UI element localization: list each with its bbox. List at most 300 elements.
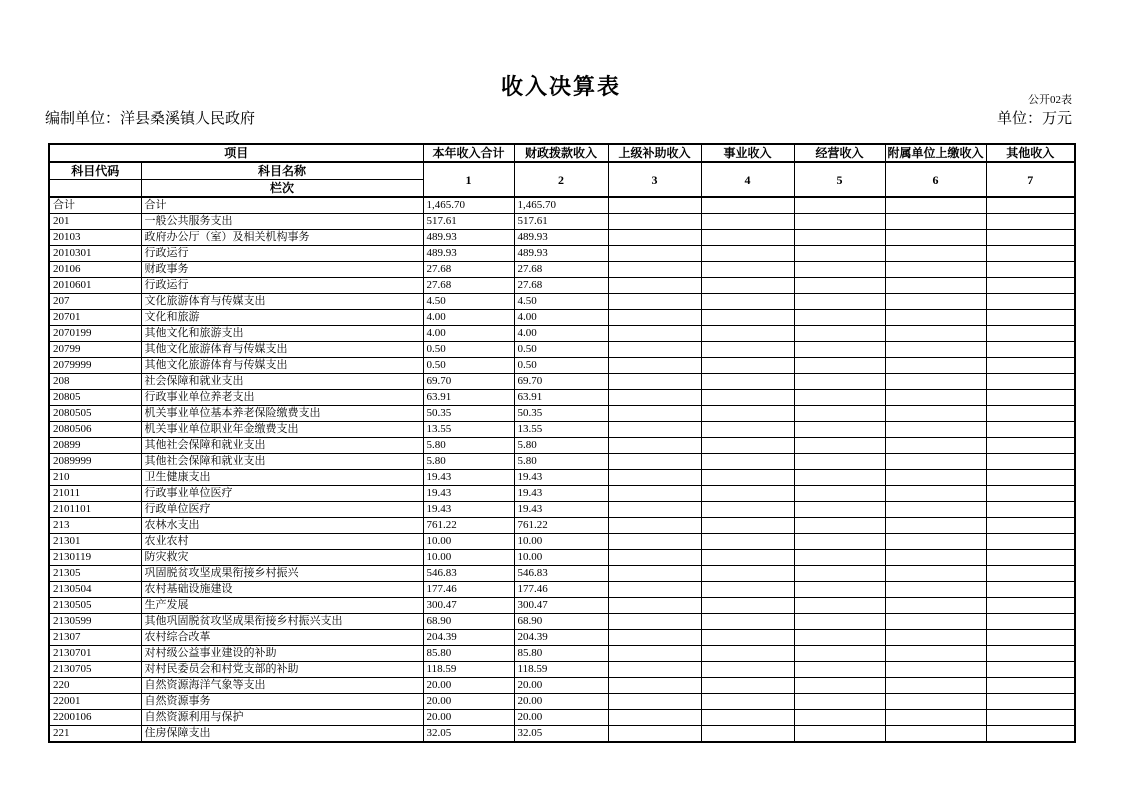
subject-code-cell: 221 [49, 726, 141, 743]
prepared-by-label: 编制单位：洋县桑溪镇人民政府 [45, 111, 256, 127]
value-cell [885, 534, 986, 550]
table-row [49, 614, 1075, 630]
value-cell: 489.93 [423, 230, 514, 246]
value-cell [608, 438, 701, 454]
value-cell [608, 550, 701, 566]
value-cell [794, 310, 885, 326]
value-cell: 20.00 [423, 710, 514, 726]
subject-name-cell: 农林水支出 [141, 518, 423, 534]
subject-code-cell: 20799 [49, 342, 141, 358]
subject-name-cell: 机关事业单位职业年金缴费支出 [141, 422, 423, 438]
subject-code-cell: 2130504 [49, 582, 141, 598]
value-cell [885, 470, 986, 486]
value-cell [701, 262, 794, 278]
table-row [49, 534, 1075, 550]
value-cell [885, 694, 986, 710]
value-cell [986, 678, 1075, 694]
value-cell [794, 406, 885, 422]
value-cell [701, 390, 794, 406]
value-cell [608, 230, 701, 246]
table-code-label: 公开02表 [1028, 94, 1072, 106]
value-cell [608, 502, 701, 518]
value-cell [608, 342, 701, 358]
value-cell [794, 598, 885, 614]
value-cell [794, 710, 885, 726]
subject-name-cell: 卫生健康支出 [141, 470, 423, 486]
value-cell [701, 310, 794, 326]
value-cell [701, 214, 794, 230]
subject-name-cell: 财政事务 [141, 262, 423, 278]
value-cell: 300.47 [423, 598, 514, 614]
header-col-num-5: 5 [794, 162, 885, 197]
value-cell [701, 422, 794, 438]
value-cell: 0.50 [514, 358, 608, 374]
value-cell [885, 438, 986, 454]
value-cell: 20.00 [423, 678, 514, 694]
unit-label: 单位：万元 [996, 111, 1072, 127]
value-cell [986, 662, 1075, 678]
value-cell [608, 598, 701, 614]
value-cell: 546.83 [514, 566, 608, 582]
table-row [49, 374, 1075, 390]
subject-code-cell: 合计 [49, 197, 141, 214]
table-row [49, 438, 1075, 454]
value-cell [701, 294, 794, 310]
value-cell [608, 470, 701, 486]
value-cell [986, 390, 1075, 406]
subject-name-cell: 其他文化和旅游支出 [141, 326, 423, 342]
value-cell [986, 470, 1075, 486]
value-cell [701, 614, 794, 630]
value-cell [885, 406, 986, 422]
value-cell: 5.80 [514, 454, 608, 470]
subject-name-cell: 生产发展 [141, 598, 423, 614]
value-cell [986, 326, 1075, 342]
subject-code-cell: 21301 [49, 534, 141, 550]
value-cell [701, 598, 794, 614]
subject-name-cell: 社会保障和就业支出 [141, 374, 423, 390]
header-col-num-4: 4 [701, 162, 794, 197]
value-cell [701, 582, 794, 598]
subject-name-cell: 行政运行 [141, 278, 423, 294]
table-row [49, 662, 1075, 678]
value-cell [701, 230, 794, 246]
value-cell [794, 518, 885, 534]
subject-code-cell: 2130701 [49, 646, 141, 662]
table-row [49, 326, 1075, 342]
value-cell [701, 358, 794, 374]
value-cell: 50.35 [514, 406, 608, 422]
subject-code-cell: 207 [49, 294, 141, 310]
value-cell [608, 358, 701, 374]
value-cell [885, 422, 986, 438]
value-cell [701, 710, 794, 726]
value-cell: 20.00 [514, 678, 608, 694]
header-subject-name: 科目名称 [141, 162, 423, 180]
value-cell: 118.59 [514, 662, 608, 678]
value-cell: 68.90 [423, 614, 514, 630]
value-cell [608, 406, 701, 422]
value-cell [701, 342, 794, 358]
value-cell [794, 454, 885, 470]
table-row [49, 566, 1075, 582]
value-cell [794, 374, 885, 390]
value-cell [608, 374, 701, 390]
value-cell: 32.05 [423, 726, 514, 743]
subject-name-cell: 防灾救灾 [141, 550, 423, 566]
value-cell: 19.43 [514, 486, 608, 502]
value-cell: 85.80 [514, 646, 608, 662]
subject-name-cell: 文化旅游体育与传媒支出 [141, 294, 423, 310]
value-cell [794, 390, 885, 406]
value-cell [608, 454, 701, 470]
subject-code-cell: 20106 [49, 262, 141, 278]
value-cell [701, 246, 794, 262]
value-cell [701, 197, 794, 214]
subject-name-cell: 行政事业单位医疗 [141, 486, 423, 502]
header-col-num-2: 2 [514, 162, 608, 197]
value-cell: 4.00 [514, 310, 608, 326]
value-cell [794, 662, 885, 678]
value-cell [701, 326, 794, 342]
table-row [49, 406, 1075, 422]
header-col-num-7: 7 [986, 162, 1075, 197]
value-cell [794, 486, 885, 502]
table-row [49, 197, 1075, 214]
table-row [49, 390, 1075, 406]
value-cell: 4.00 [514, 326, 608, 342]
value-cell: 489.93 [514, 246, 608, 262]
table-row [49, 230, 1075, 246]
value-cell [986, 630, 1075, 646]
value-cell: 27.68 [423, 278, 514, 294]
table-row [49, 246, 1075, 262]
value-cell [986, 598, 1075, 614]
table-row [49, 278, 1075, 294]
subject-name-cell: 其他文化旅游体育与传媒支出 [141, 342, 423, 358]
value-cell [794, 278, 885, 294]
value-cell [701, 662, 794, 678]
value-cell: 27.68 [423, 262, 514, 278]
header-empty-cell [49, 180, 141, 198]
value-cell [986, 422, 1075, 438]
value-cell: 19.43 [514, 470, 608, 486]
value-cell: 0.50 [423, 358, 514, 374]
value-cell: 177.46 [514, 582, 608, 598]
value-cell: 177.46 [423, 582, 514, 598]
table-row [49, 550, 1075, 566]
value-cell [794, 582, 885, 598]
value-cell [608, 422, 701, 438]
value-cell [986, 262, 1075, 278]
value-cell [986, 406, 1075, 422]
value-cell [794, 630, 885, 646]
value-cell: 4.00 [423, 310, 514, 326]
value-cell [794, 502, 885, 518]
value-cell [986, 726, 1075, 743]
subject-code-cell: 21011 [49, 486, 141, 502]
value-cell: 19.43 [423, 486, 514, 502]
subject-code-cell: 208 [49, 374, 141, 390]
value-cell [701, 646, 794, 662]
value-cell: 0.50 [423, 342, 514, 358]
table-row [49, 294, 1075, 310]
value-cell: 489.93 [514, 230, 608, 246]
value-cell [885, 230, 986, 246]
subject-name-cell: 自然资源海洋气象等支出 [141, 678, 423, 694]
value-cell [608, 710, 701, 726]
value-cell [701, 566, 794, 582]
table-row [49, 710, 1075, 726]
value-cell: 4.50 [514, 294, 608, 310]
value-cell [608, 678, 701, 694]
subject-code-cell: 213 [49, 518, 141, 534]
value-cell: 32.05 [514, 726, 608, 743]
value-cell [794, 214, 885, 230]
value-cell [885, 582, 986, 598]
value-cell [701, 406, 794, 422]
value-cell [608, 310, 701, 326]
value-cell [794, 246, 885, 262]
header-subject-code: 科目代码 [49, 162, 141, 180]
value-cell: 69.70 [423, 374, 514, 390]
subject-name-cell: 合计 [141, 197, 423, 214]
subject-name-cell: 其他社会保障和就业支出 [141, 438, 423, 454]
value-cell [608, 294, 701, 310]
value-cell [608, 486, 701, 502]
value-cell [885, 342, 986, 358]
table-row [49, 646, 1075, 662]
value-cell: 20.00 [423, 694, 514, 710]
table-row [49, 358, 1075, 374]
value-cell [885, 726, 986, 743]
value-cell [986, 454, 1075, 470]
subject-name-cell: 自然资源利用与保护 [141, 710, 423, 726]
value-cell [701, 630, 794, 646]
value-cell: 1,465.70 [423, 197, 514, 214]
value-cell: 10.00 [423, 534, 514, 550]
value-cell [794, 358, 885, 374]
value-cell [701, 454, 794, 470]
value-cell: 20.00 [514, 710, 608, 726]
subject-name-cell: 住房保障支出 [141, 726, 423, 743]
table-header [49, 144, 1075, 197]
value-cell [701, 278, 794, 294]
value-cell [885, 262, 986, 278]
subject-code-cell: 2101101 [49, 502, 141, 518]
value-cell [885, 197, 986, 214]
value-cell [885, 246, 986, 262]
value-cell: 1,465.70 [514, 197, 608, 214]
header-lanci: 栏次 [141, 180, 423, 198]
value-cell [608, 326, 701, 342]
value-cell [986, 550, 1075, 566]
value-cell [794, 534, 885, 550]
value-cell [986, 646, 1075, 662]
subject-code-cell: 20899 [49, 438, 141, 454]
value-cell [608, 582, 701, 598]
table-body [49, 197, 1075, 742]
value-cell [608, 246, 701, 262]
header-col-num-6: 6 [885, 162, 986, 197]
value-cell [986, 502, 1075, 518]
subject-code-cell: 201 [49, 214, 141, 230]
subject-code-cell: 2079999 [49, 358, 141, 374]
subject-name-cell: 行政事业单位养老支出 [141, 390, 423, 406]
value-cell [986, 294, 1075, 310]
value-cell [701, 486, 794, 502]
value-cell [885, 710, 986, 726]
value-cell [608, 534, 701, 550]
value-cell [986, 518, 1075, 534]
subject-name-cell: 其他巩固脱贫攻坚成果衔接乡村振兴支出 [141, 614, 423, 630]
value-cell: 19.43 [423, 502, 514, 518]
header-col-superior-subsidy: 上级补助收入 [608, 144, 701, 162]
subject-name-cell: 对村级公益事业建设的补助 [141, 646, 423, 662]
value-cell [986, 358, 1075, 374]
header-project: 项目 [49, 144, 423, 162]
header-col-fiscal: 财政拨款收入 [514, 144, 608, 162]
subject-code-cell: 2070199 [49, 326, 141, 342]
value-cell [885, 358, 986, 374]
subject-code-cell: 20805 [49, 390, 141, 406]
value-cell [608, 566, 701, 582]
value-cell: 489.93 [423, 246, 514, 262]
value-cell [986, 534, 1075, 550]
value-cell [608, 694, 701, 710]
value-cell: 19.43 [514, 502, 608, 518]
value-cell [794, 726, 885, 743]
subject-code-cell: 22001 [49, 694, 141, 710]
subject-name-cell: 一般公共服务支出 [141, 214, 423, 230]
value-cell [608, 390, 701, 406]
value-cell [608, 614, 701, 630]
value-cell [701, 726, 794, 743]
subject-name-cell: 行政运行 [141, 246, 423, 262]
value-cell [986, 246, 1075, 262]
value-cell [701, 694, 794, 710]
value-cell [608, 662, 701, 678]
value-cell: 27.68 [514, 262, 608, 278]
table-row [49, 678, 1075, 694]
value-cell: 204.39 [423, 630, 514, 646]
subject-code-cell: 20701 [49, 310, 141, 326]
value-cell [986, 582, 1075, 598]
value-cell [885, 598, 986, 614]
value-cell: 300.47 [514, 598, 608, 614]
value-cell: 69.70 [514, 374, 608, 390]
table-row [49, 726, 1075, 743]
value-cell: 4.50 [423, 294, 514, 310]
value-cell [885, 630, 986, 646]
value-cell [885, 678, 986, 694]
value-cell [608, 630, 701, 646]
subject-name-cell: 农村基础设施建设 [141, 582, 423, 598]
subject-code-cell: 2130705 [49, 662, 141, 678]
subject-code-cell: 21305 [49, 566, 141, 582]
value-cell: 27.68 [514, 278, 608, 294]
subject-code-cell: 21307 [49, 630, 141, 646]
value-cell [885, 310, 986, 326]
subject-name-cell: 政府办公厅（室）及相关机构事务 [141, 230, 423, 246]
subject-code-cell: 2200106 [49, 710, 141, 726]
value-cell [608, 726, 701, 743]
value-cell [608, 646, 701, 662]
value-cell [794, 550, 885, 566]
header-col-other: 其他收入 [986, 144, 1075, 162]
header-col-total: 本年收入合计 [423, 144, 514, 162]
value-cell: 10.00 [514, 550, 608, 566]
subject-code-cell: 220 [49, 678, 141, 694]
value-cell [885, 390, 986, 406]
value-cell [701, 438, 794, 454]
table-row [49, 582, 1075, 598]
value-cell [885, 374, 986, 390]
table-row [49, 342, 1075, 358]
header-col-operating: 事业收入 [701, 144, 794, 162]
subject-code-cell: 2080506 [49, 422, 141, 438]
value-cell: 63.91 [423, 390, 514, 406]
value-cell: 13.55 [423, 422, 514, 438]
value-cell [986, 342, 1075, 358]
value-cell [986, 214, 1075, 230]
table-row [49, 454, 1075, 470]
value-cell [885, 502, 986, 518]
value-cell: 5.80 [423, 454, 514, 470]
value-cell [794, 646, 885, 662]
value-cell: 5.80 [514, 438, 608, 454]
value-cell [885, 486, 986, 502]
value-cell [885, 518, 986, 534]
value-cell: 63.91 [514, 390, 608, 406]
value-cell [794, 294, 885, 310]
value-cell: 10.00 [423, 550, 514, 566]
subject-name-cell: 农业农村 [141, 534, 423, 550]
value-cell: 13.55 [514, 422, 608, 438]
page-title: 收入决算表 [500, 74, 621, 99]
value-cell [794, 678, 885, 694]
value-cell [986, 614, 1075, 630]
value-cell: 517.61 [423, 214, 514, 230]
value-cell [986, 710, 1075, 726]
revenue-final-accounts-table [48, 143, 1076, 743]
value-cell: 118.59 [423, 662, 514, 678]
value-cell: 761.22 [423, 518, 514, 534]
value-cell [794, 197, 885, 214]
value-cell: 20.00 [514, 694, 608, 710]
value-cell [885, 294, 986, 310]
value-cell: 68.90 [514, 614, 608, 630]
value-cell [794, 230, 885, 246]
value-cell [794, 262, 885, 278]
header-col-affiliated: 附属单位上缴收入 [885, 144, 986, 162]
value-cell [885, 454, 986, 470]
header-col-num-3: 3 [608, 162, 701, 197]
subject-code-cell: 2010601 [49, 278, 141, 294]
value-cell [701, 470, 794, 486]
value-cell [885, 614, 986, 630]
value-cell [794, 694, 885, 710]
subject-name-cell: 行政单位医疗 [141, 502, 423, 518]
subject-name-cell: 对村民委员会和村党支部的补助 [141, 662, 423, 678]
value-cell [885, 326, 986, 342]
subject-code-cell: 210 [49, 470, 141, 486]
subject-code-cell: 2089999 [49, 454, 141, 470]
value-cell [885, 214, 986, 230]
table-row [49, 502, 1075, 518]
value-cell [885, 646, 986, 662]
header-row-fields [49, 162, 1075, 180]
